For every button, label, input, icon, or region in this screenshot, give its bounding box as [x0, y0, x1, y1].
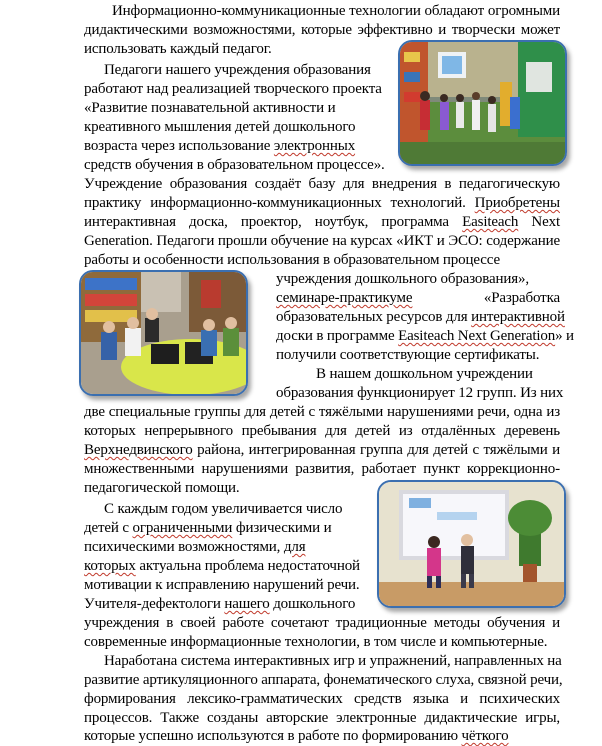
para-base-line: доски в программе Easiteach Next Generation» и [276, 328, 574, 344]
para-children-line: психическими возможностями, для [84, 539, 306, 555]
para-groups-line: множественными нарушениями развития, работает пункт коррекционно- [84, 461, 560, 477]
para-project-line: креативного мышления детей дошкольного [84, 119, 356, 135]
para-project-line: возраста через использование электронных [84, 138, 356, 154]
para-games-line: формирования лексико-грамматических средств языка и психических [84, 691, 560, 707]
para-games-line: развитие артикуляционного аппарата, фонематического слуха, связной речи, [84, 672, 563, 688]
para-groups-line: две специальные группы для детей с тяжёлыми нарушениями речи, одна из [84, 404, 560, 420]
para-base-line: учреждения дошкольного образования», [276, 271, 529, 287]
para-base-line: получили соответствующие сертификаты. [276, 347, 540, 363]
para-children-line: С каждым годом увеличивается число [104, 501, 343, 517]
photo-whiteboard-playroom [398, 40, 567, 166]
para-base-line: образовательных ресурсов для интерактивной [276, 309, 565, 325]
para-project-line: средств обучения в образовательном процессе». [84, 157, 385, 173]
para-base-line: Учреждение образования создаёт базу для внедрения в педагогическую [84, 176, 560, 192]
photo-children-laptops [79, 270, 248, 396]
para-groups-line: педагогической помощи. [84, 480, 240, 496]
para-base-line: семинаре-практикуме «Разработка [276, 290, 560, 306]
para-intro-line: использовать каждый педагог. [84, 41, 272, 57]
para-children-line: современные информационные технологии, в том числе и компьютерные. [84, 634, 548, 650]
para-games-line: процессов. Также созданы авторские электронные дидактические игры, [84, 710, 560, 726]
para-children-line: учреждения в своей работе сочетают традиционные методы обучения и [84, 615, 560, 631]
para-children-line: которых актуальна проблема недостаточной [84, 558, 360, 574]
para-children-line: Учителя-дефектологи нашего дошкольного [84, 596, 356, 612]
para-groups-line: Верхнедвинского района, интегрированная группа для детей с тяжёлыми и [84, 442, 560, 458]
para-project-line: «Развитие познавательной активности и [84, 100, 336, 116]
photo-children-whiteboard [377, 480, 566, 608]
para-base-line: практику информационно-коммуникационных технологий. Приобретены [84, 195, 560, 211]
para-groups-line: которых непрерывного пребывания для детей из отдалённых деревень [84, 423, 560, 439]
para-base-line: интерактивная доска, проектор, ноутбук, программа Easiteach Next [84, 214, 560, 230]
para-children-line: мотивации к исправлению нарушений речи. [84, 577, 360, 593]
para-project-line: Педагоги нашего учреждения образования [104, 62, 371, 78]
para-base-line: работы и особенности использования в образовательном процессе [84, 252, 500, 268]
para-groups-line: образования функционирует 12 групп. Из них [276, 385, 564, 401]
para-groups-line: В нашем дошкольном учреждении [316, 366, 533, 382]
para-base-line: Generation. Педагоги прошли обучение на курсах «ИКТ и ЭСО: содержание [84, 233, 560, 249]
para-intro-line: дидактическими возможностями, которые эффективно и творчески может [84, 22, 560, 38]
para-games-line: которые успешно используются в работе по формированию чёткого [84, 728, 509, 744]
para-project-line: работают над реализацией творческого проекта [84, 81, 382, 97]
para-intro-line: Информационно-коммуникационные технологии обладают огромными [112, 3, 560, 19]
para-children-line: детей с ограниченными физическими и [84, 520, 332, 536]
para-games-line: Наработана система интерактивных игр и упражнений, направленных на [104, 653, 562, 669]
